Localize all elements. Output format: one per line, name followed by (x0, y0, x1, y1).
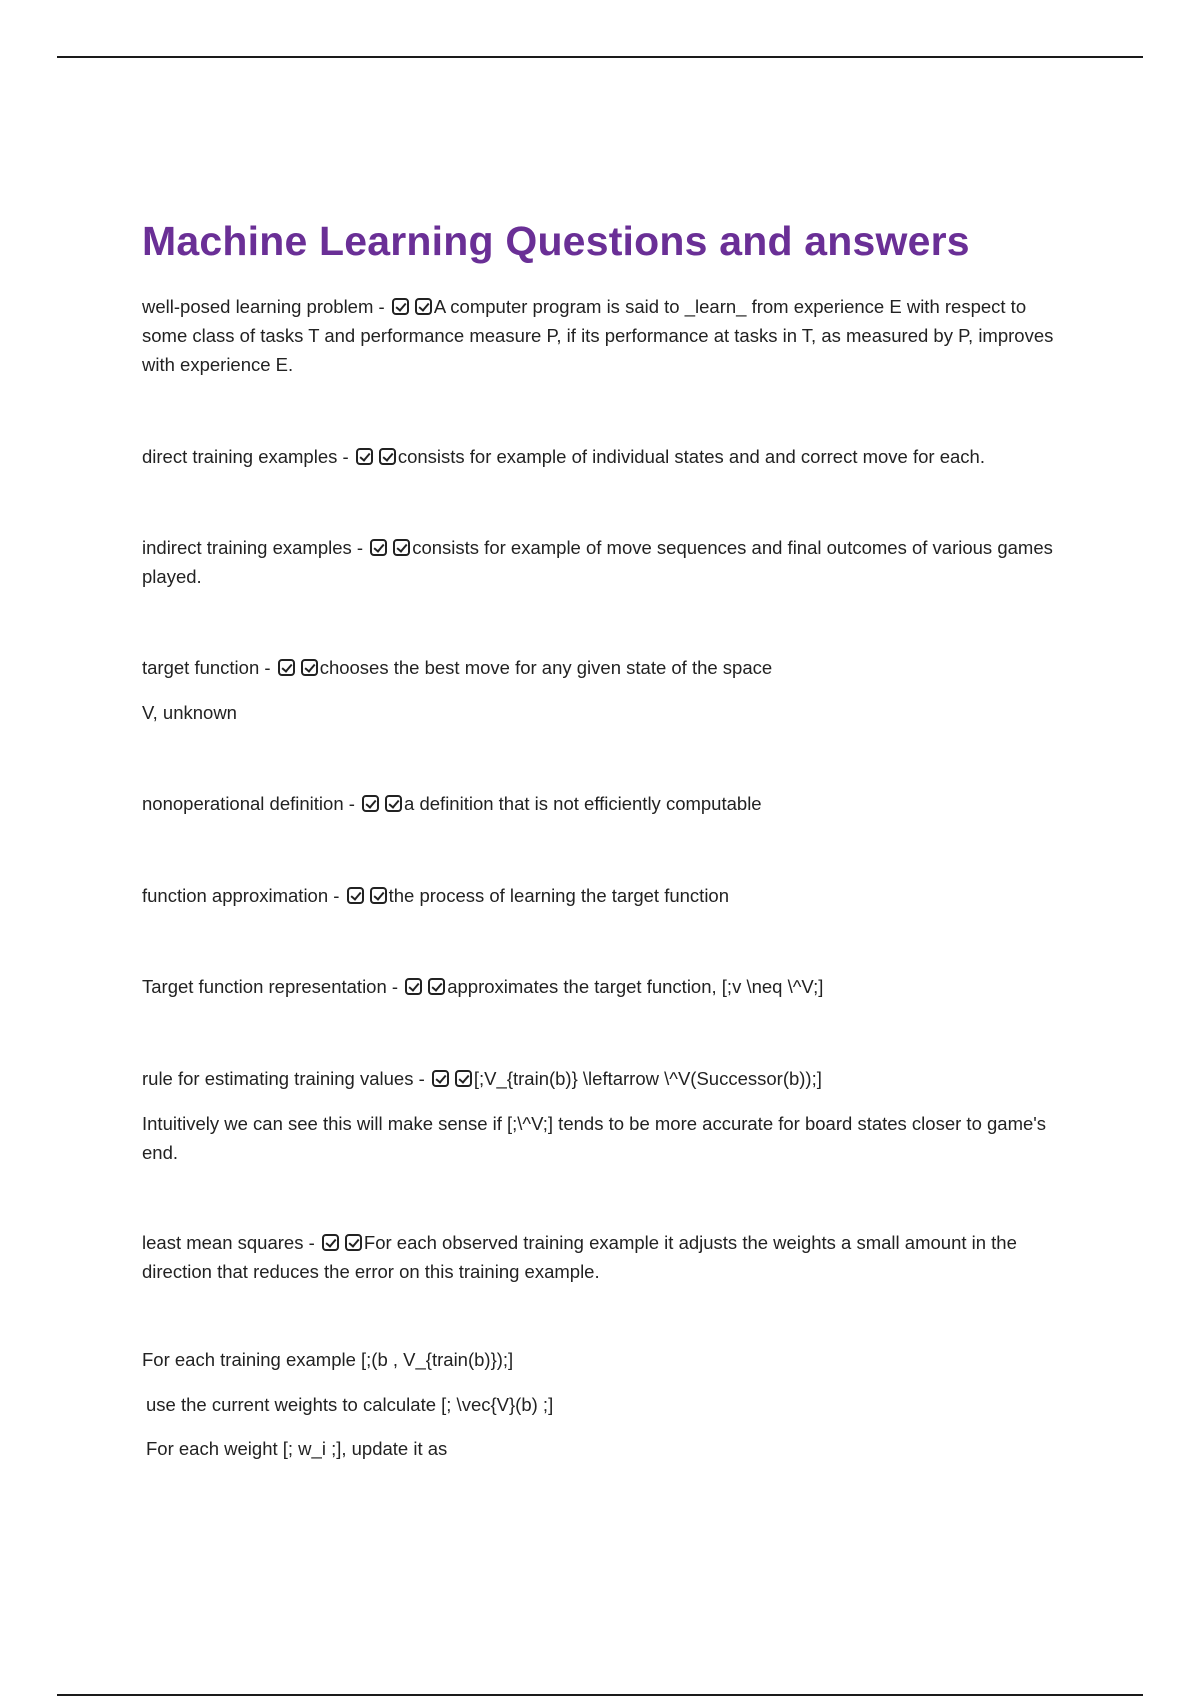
checked-box-icon (301, 659, 318, 676)
answer-text: approximates the target function, [;v \neq \^V;] (447, 976, 824, 997)
term-label: nonoperational definition - (142, 793, 361, 814)
answer-text: A computer program is said to _learn_ from experience E with respect to some class of tasks T and performance measure P, if its performance at tasks in T, as measured by P, improves with experience E. (142, 296, 1054, 375)
checked-box-icon (370, 539, 387, 556)
checked-box-icon (362, 795, 379, 812)
top-rule (57, 56, 1143, 58)
lms-step-3: For each weight [; w_i ;], update it as (146, 1438, 448, 1459)
checked-box-icon (347, 887, 364, 904)
checked-box-icon (455, 1070, 472, 1087)
term-label: indirect training examples - (142, 537, 369, 558)
answer-text: consists for example of individual states and and correct move for each. (397, 446, 985, 467)
qa-entry-target-function (142, 653, 1062, 682)
checked-box-icon (345, 1234, 362, 1251)
checked-box-icon (392, 298, 409, 315)
term-label: rule for estimating training values - (142, 1068, 430, 1089)
answer-text: [;V_{train(b)} \leftarrow \^V(Successor(b));] (473, 1068, 822, 1089)
lms-step-1: For each training example [;(b , V_{train(b)});] (142, 1349, 514, 1370)
term-label: target function - (142, 657, 276, 678)
bottom-rule (57, 1694, 1143, 1696)
term-label: function approximation - (142, 885, 345, 906)
qa-entry-least-mean-squares (142, 1228, 1062, 1286)
qa-entry-nonoperational (142, 789, 1062, 818)
answer-text: consists for example of move sequences and final outcomes of various games played. (142, 537, 1053, 587)
qa-entry-training-values-rule (142, 1064, 1062, 1093)
checked-box-icon (379, 448, 396, 465)
qa-entry-well-posed (142, 292, 1062, 379)
checked-box-icon (322, 1234, 339, 1251)
checked-box-icon (385, 795, 402, 812)
qa-entry-direct-training (142, 442, 1062, 471)
answer-text: chooses the best move for any given state of the space (319, 657, 773, 678)
term-label: well-posed learning problem - (142, 296, 390, 317)
qa-entry-function-approximation (142, 881, 1062, 910)
term-label: direct training examples - (142, 446, 354, 467)
checked-box-icon (393, 539, 410, 556)
answer-text: the process of learning the target function (388, 885, 730, 906)
term-label: least mean squares - (142, 1232, 320, 1253)
target-function-note: V, unknown (142, 702, 237, 723)
checked-box-icon (278, 659, 295, 676)
term-label: Target function representation - (142, 976, 404, 997)
answer-text: For each observed training example it adjusts the weights a small amount in the direction that reduces the error on this training example. (142, 1232, 1017, 1282)
lms-step-2: use the current weights to calculate [; \vec{V}(b) ;] (146, 1394, 554, 1415)
checked-box-icon (370, 887, 387, 904)
page-title: Machine Learning Questions and answers (142, 218, 970, 264)
checked-box-icon (405, 978, 422, 995)
checked-box-icon (415, 298, 432, 315)
checked-box-icon (356, 448, 373, 465)
rule-note: Intuitively we can see this will make sense if [;\^V;] tends to be more accurate for board states closer to game's end. (142, 1113, 1047, 1163)
checked-box-icon (428, 978, 445, 995)
answer-text: a definition that is not efficiently computable (404, 793, 762, 814)
qa-entry-indirect-training (142, 533, 1062, 591)
qa-entry-target-representation (142, 972, 1062, 1001)
checked-box-icon (432, 1070, 449, 1087)
